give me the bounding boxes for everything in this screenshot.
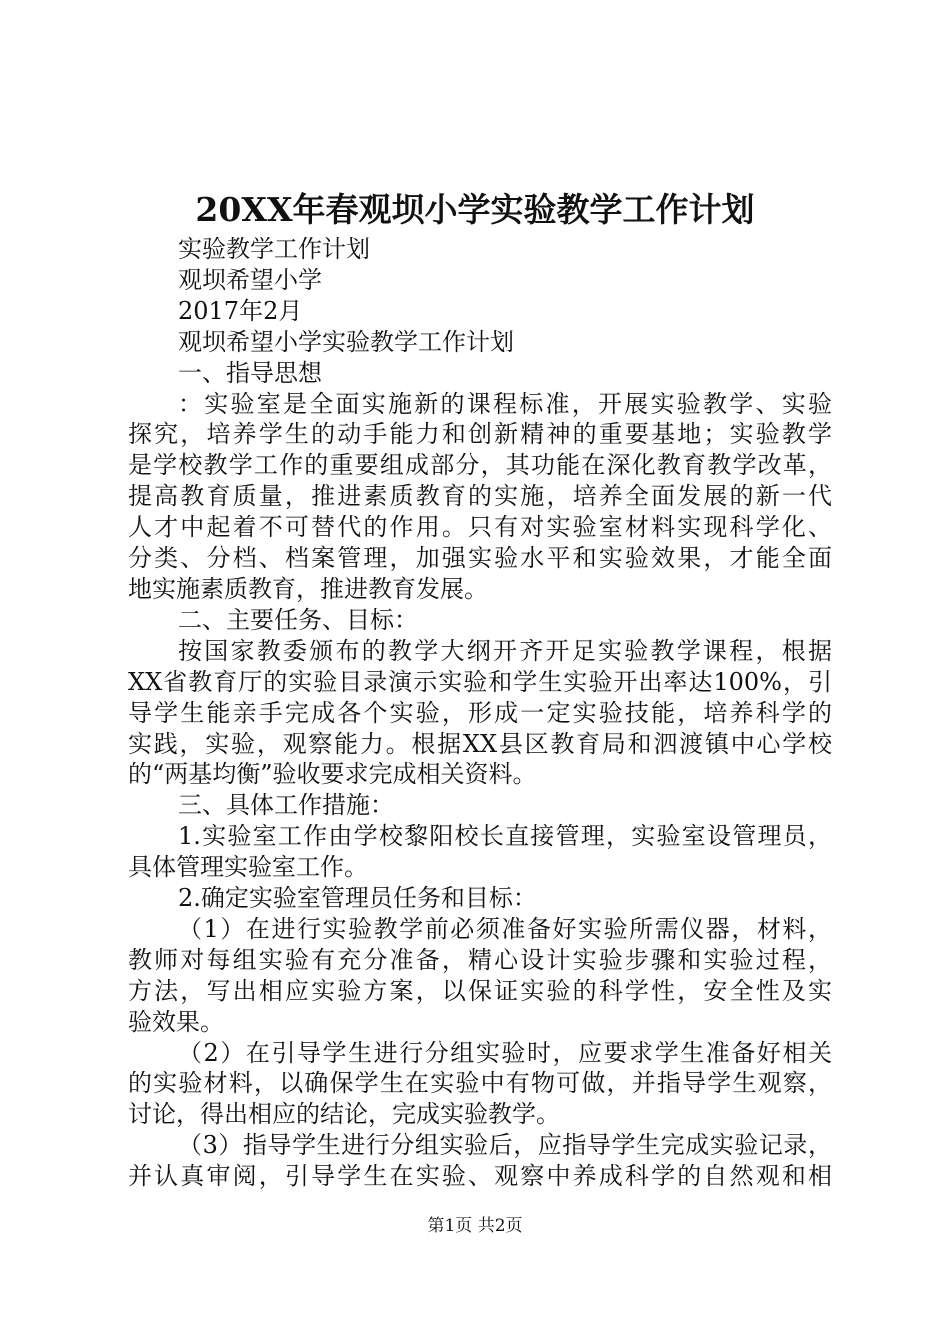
text-line: 验效果。 — [128, 1007, 224, 1036]
text-line: 讨论，得出相应的结论，完成实验教学。 — [128, 1100, 560, 1129]
document-body — [128, 208, 832, 1192]
text-line: 是学校教学工作的重要组成部分，其功能在深化教育教学改革， — [128, 451, 832, 480]
text-line: （2）在引导学生进行分组实验时，应要求学生准备好相关 — [178, 1038, 832, 1067]
text-line: 三、具体工作措施： — [178, 791, 394, 820]
text-line: 1.实验室工作由学校黎阳校长直接管理，实验室设管理员， — [178, 822, 832, 851]
text-line: 2.确定实验室管理员任务和目标： — [178, 884, 537, 913]
text-line: 提高教育质量，推进素质教育的实施，培养全面发展的新一代 — [128, 482, 832, 511]
text-line: 2017年2月 — [178, 296, 303, 325]
text-line: 分类、分档、档案管理，加强实验水平和实验效果，才能全面 — [128, 544, 832, 573]
text-line: 的“两基均衡”验收要求完成相关资料。 — [128, 760, 537, 789]
text-line: XX省教育厅的实验目录演示实验和学生实验开出率达100%，引 — [128, 667, 832, 696]
text-line: 人才中起着不可替代的作用。只有对实验室材料实现科学化、 — [128, 513, 832, 542]
text-line: 一、指导思想 — [178, 358, 322, 387]
text-line: 实验教学工作计划 — [178, 235, 370, 263]
text-line: 二、主要任务、目标： — [178, 605, 418, 634]
text-line: ：实验室是全面实施新的课程标准，开展实验教学、实验 — [178, 389, 832, 418]
text-line: 探究，培养学生的动手能力和创新精神的重要基地；实验教学 — [128, 420, 832, 449]
text-line: 导学生能亲手完成各个实验，形成一定实验技能，培养科学的 — [128, 698, 832, 727]
text-line: 按国家教委颁布的教学大纲开齐开足实验教学课程，根据 — [178, 636, 832, 665]
text-line: 方法，写出相应实验方案，以保证实验的科学性，安全性及实 — [128, 976, 832, 1005]
text-line: 地实施素质教育，推进教育发展。 — [128, 574, 488, 603]
text-line: 观坝希望小学实验教学工作计划 — [178, 327, 514, 356]
text-line: 的实验材料，以确保学生在实验中有物可做，并指导学生观察， — [128, 1069, 832, 1098]
text-line: 教师对每组实验有充分准备，精心设计实验步骤和实验过程， — [128, 945, 832, 974]
text-line: （1）在进行实验教学前必须准备好实验所需仪器，材料， — [178, 914, 832, 943]
spacer — [128, 208, 832, 234]
text-line: 观坝希望小学 — [178, 265, 322, 294]
document-title: 20XX年春观坝小学实验教学工作计划 — [195, 190, 755, 229]
text-line: 实践，实验，观察能力。根据XX县区教育局和泗渡镇中心学校 — [128, 729, 832, 758]
page-footer: 第1页 共2页 — [427, 1216, 523, 1236]
text-line: （3）指导学生进行分组实验后，应指导学生完成实验记录， — [178, 1131, 832, 1160]
text-line: 并认真审阅，引导学生在实验、观察中养成科学的自然观和相 — [128, 1162, 832, 1191]
text-line: 具体管理实验室工作。 — [128, 853, 368, 882]
